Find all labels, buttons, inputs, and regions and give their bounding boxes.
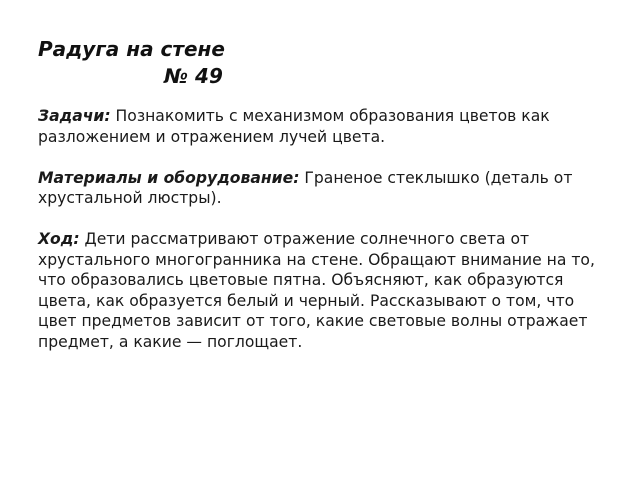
procedure-text: Дети рассматривают отражение солнечного света от хрустального многогранника на стене. Обращают внимание на то, что образовались цветовые пятна. Объясняют, как образуются цвета, как образуется белый и черный. Рассказывают о том, что цвет предметов зависит от того, какие световые волны отражает предмет, а какие — поглощает.	[38, 230, 595, 351]
procedure-label: Ход:	[38, 230, 80, 248]
tasks-text: Познакомить с механизмом образования цветов как разложением и отражением лучей цвета.	[38, 107, 550, 146]
slide-body	[38, 106, 610, 373]
tasks-label: Задачи:	[38, 107, 111, 125]
procedure-paragraph	[38, 229, 610, 352]
slide-title: Радуга на стене	[38, 37, 225, 61]
materials-label: Материалы и оборудование:	[38, 168, 300, 187]
materials-text: Граненое стеклышко (деталь от хрустальной люстры).	[38, 168, 573, 207]
title-block	[38, 36, 598, 90]
materials-paragraph	[38, 168, 610, 209]
tasks-paragraph	[38, 106, 610, 147]
slide-number: № 49	[164, 64, 223, 88]
